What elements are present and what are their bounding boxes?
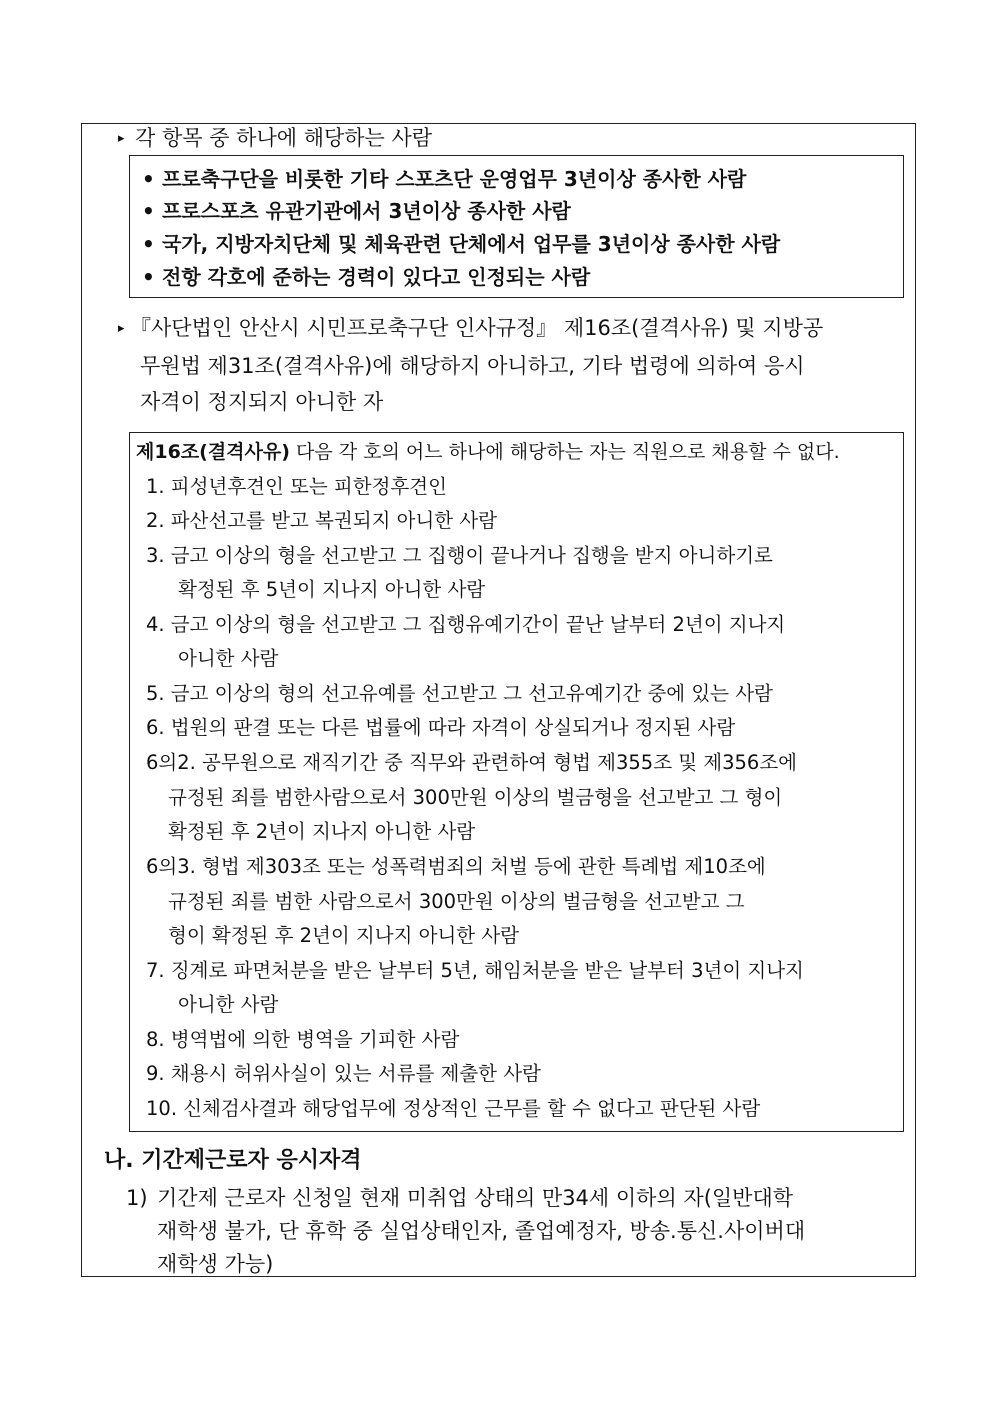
criteria-item: • 프로축구단을 비롯한 기타 스포츠단 운영업무 3년이상 종사한 사람 (142, 164, 746, 194)
article-clause-continued: 규정된 죄를 범한사람으로서 300만원 이상의 벌금형을 선고받고 그 형이 (168, 786, 783, 809)
section-item-line-3: 재학생 가능) (157, 1252, 274, 1276)
article-clause: 5. 금고 이상의 형의 선고유예를 선고받고 그 선고유예기간 중에 있는 사람 (146, 682, 773, 705)
bullet-dot-icon: • (142, 265, 155, 289)
triangle-bullet-icon: ▸ (118, 321, 125, 336)
bullet-dot-icon: • (142, 167, 155, 191)
article-clause: 3. 금고 이상의 형을 선고받고 그 집행이 끝나거나 집행을 받지 아니하기로 (146, 544, 773, 567)
article-heading: 제16조(결격사유) 다음 각 호의 어느 하나에 해당하는 자는 직원으로 채용할 수 없다. (136, 441, 840, 463)
article-clause-continued: 아니한 사람 (178, 647, 279, 670)
section-title: 나. 기간제근로자 응시자격 (104, 1148, 362, 1173)
article-clause-continued: 형이 확정된 후 2년이 지나지 아니한 사람 (168, 924, 519, 947)
triangle-bullet-icon: ▸ (118, 131, 125, 146)
article-clause: 2. 파산선고를 받고 복권되지 아니한 사람 (146, 509, 497, 532)
regulation-line-2: 무원법 제31조(결격사유)에 해당하지 아니하고, 기타 법령에 의하여 응시 (140, 354, 805, 378)
article-clause: 4. 금고 이상의 형을 선고받고 그 집행유예기간이 끝난 날부터 2년이 지나지 (146, 613, 786, 636)
section-item-line-1: 기간제 근로자 신청일 현재 미취업 상태의 만34세 이하의 자(일반대학 (157, 1186, 794, 1210)
bullet-dot-icon: • (142, 199, 155, 223)
section-item-number: 1) (126, 1186, 148, 1210)
criteria-item: • 국가, 지방자치단체 및 체육관련 단체에서 업무를 3년이상 종사한 사람 (142, 229, 780, 259)
criteria-item: • 프로스포츠 유관기관에서 3년이상 종사한 사람 (142, 196, 571, 226)
bullet-dot-icon: • (142, 232, 155, 256)
article-clause: 7. 징계로 파면처분을 받은 날부터 5년, 해임처분을 받은 날부터 3년이 지나지 (146, 959, 804, 982)
article-clause: 6. 법원의 판결 또는 다른 법률에 따라 자격이 상실되거나 정지된 사람 (146, 716, 736, 739)
regulation-line-1: 『사단법인 안산시 시민프로축구단 인사규정』 제16조(결격사유) 및 지방공 (130, 316, 824, 340)
article-clause-continued: 확정된 후 2년이 지나지 아니한 사람 (168, 820, 476, 843)
intro-item-text: 각 항목 중 하나에 해당하는 사람 (135, 126, 433, 150)
article-clause: 10. 신체검사결과 해당업무에 정상적인 근무를 할 수 없다고 판단된 사람 (146, 1097, 761, 1120)
criteria-item: • 전항 각호에 준하는 경력이 있다고 인정되는 사람 (142, 262, 590, 292)
article-clause-continued: 확정된 후 5년이 지나지 아니한 사람 (178, 578, 486, 601)
article-clause-continued: 아니한 사람 (178, 993, 279, 1016)
section-item-line-2: 재학생 불가, 단 휴학 중 실업상태인자, 졸업예정자, 방송.통신.사이버대 (157, 1219, 806, 1243)
article-clause: 1. 피성년후견인 또는 피한정후견인 (146, 475, 447, 498)
article-clause: 6의2. 공무원으로 재직기간 중 직무와 관련하여 형법 제355조 및 제356조에 (146, 751, 797, 774)
article-clause: 8. 병역법에 의한 병역을 기피한 사람 (146, 1028, 460, 1051)
article-clause: 9. 채용시 허위사실이 있는 서류를 제출한 사람 (146, 1062, 541, 1085)
regulation-line-3: 자격이 정지되지 아니한 자 (140, 390, 384, 414)
article-clause: 6의3. 형법 제303조 또는 성폭력범죄의 처벌 등에 관한 특례법 제10조에 (146, 855, 766, 878)
article-clause-continued: 규정된 죄를 범한 사람으로서 300만원 이상의 벌금형을 선고받고 그 (168, 890, 745, 913)
